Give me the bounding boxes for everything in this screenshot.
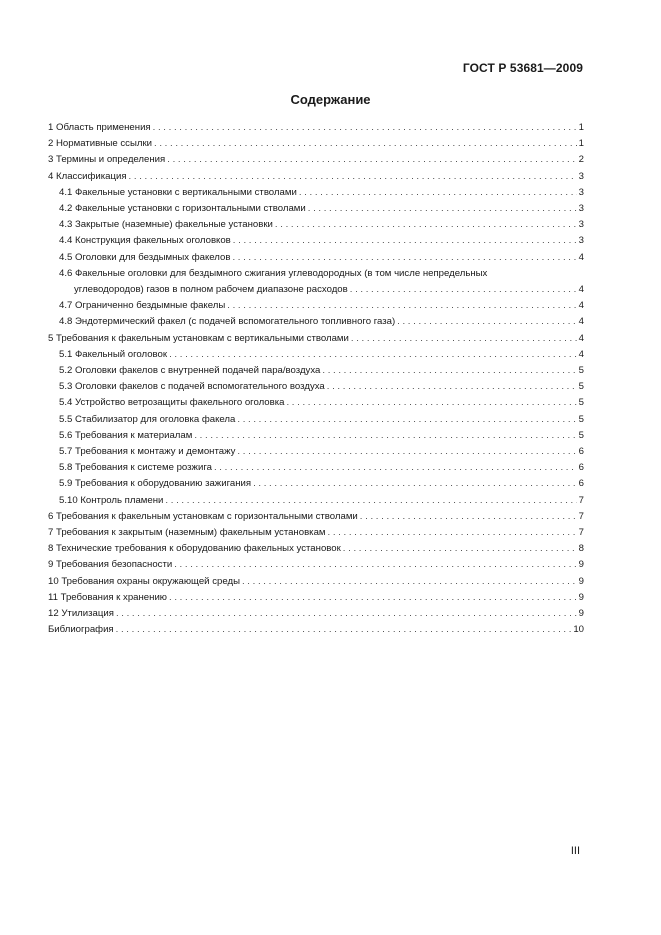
toc-entry-page: 4 (578, 316, 584, 328)
toc-entry[interactable] (48, 201, 584, 217)
toc-entry[interactable] (48, 622, 584, 638)
toc-entry-page: 4 (578, 284, 584, 296)
toc-entry-page: 2 (578, 154, 584, 166)
toc-entry-page: 7 (578, 494, 584, 506)
toc-entry[interactable] (48, 363, 584, 379)
dot-leader (227, 298, 576, 314)
dot-leader (253, 476, 577, 492)
toc-entry[interactable] (48, 476, 584, 492)
toc-entry[interactable] (48, 298, 584, 314)
toc-entry-label-continued: углеводородов) газов в полном рабочем диапазоне расходов (74, 284, 348, 296)
toc-entry-page: 6 (578, 446, 584, 458)
toc-entry[interactable] (48, 233, 584, 249)
toc-entry[interactable] (48, 460, 584, 476)
toc-entry-label: 2 Нормативные ссылки (48, 138, 153, 150)
dot-leader (165, 493, 576, 509)
toc-entry-page: 5 (578, 381, 584, 393)
dot-leader (299, 185, 577, 201)
dot-leader (343, 541, 577, 557)
toc-entry-label: 4.5 Оголовки для бездымных факелов (59, 251, 231, 263)
dot-leader (194, 428, 576, 444)
toc-entry-label: 5 Требования к факельным установкам с вертикальными стволами (48, 332, 349, 344)
toc-entry-page: 3 (578, 203, 584, 215)
table-of-contents (48, 120, 584, 639)
dot-leader (327, 379, 577, 395)
toc-entry-page: 3 (578, 186, 584, 198)
toc-entry[interactable] (48, 169, 584, 185)
toc-entry[interactable] (48, 347, 584, 363)
toc-entry-page: 1 (578, 138, 584, 150)
toc-entry-page: 9 (578, 608, 584, 620)
toc-entry-page: 7 (578, 527, 584, 539)
toc-entry-label: 12 Утилизация (48, 608, 114, 620)
toc-entry[interactable] (48, 185, 584, 201)
toc-entry-label: 4.7 Ограниченно бездымные факелы (59, 300, 226, 312)
toc-entry-label: 4.4 Конструкция факельных оголовков (59, 235, 231, 247)
toc-entry-label: 4.2 Факельные установки с горизонтальными стволами (59, 203, 306, 215)
toc-entry[interactable] (48, 266, 584, 298)
toc-entry-page: 3 (578, 170, 584, 182)
toc-entry[interactable] (48, 379, 584, 395)
dot-leader (360, 509, 577, 525)
toc-entry[interactable] (48, 444, 584, 460)
dot-leader (214, 460, 577, 476)
toc-entry-page: 6 (578, 478, 584, 490)
toc-entry[interactable] (48, 541, 584, 557)
dot-leader (308, 201, 577, 217)
toc-entry-label: 4.6 Факельные оголовки для бездымного сжигания углеводородных (в том числе непредельных (59, 267, 488, 279)
toc-entry-label: 7 Требования к закрытым (наземным) факельным установкам (48, 527, 326, 539)
toc-entry-label: 6 Требования к факельным установкам с горизонтальными стволами (48, 510, 358, 522)
toc-entry[interactable] (48, 606, 584, 622)
toc-entry-page: 3 (578, 235, 584, 247)
dot-leader (322, 363, 576, 379)
toc-entry[interactable] (48, 250, 584, 266)
toc-entry-label: 9 Требования безопасности (48, 559, 173, 571)
toc-entry-page: 4 (578, 251, 584, 263)
toc-entry-label: 5.6 Требования к материалам (59, 429, 193, 441)
toc-entry-label: 5.7 Требования к монтажу и демонтажу (59, 446, 236, 458)
dot-leader (237, 412, 576, 428)
toc-entry-page: 4 (578, 300, 584, 312)
toc-entry-page: 9 (578, 575, 584, 587)
dot-leader (169, 590, 577, 606)
dot-leader (242, 574, 577, 590)
dot-leader (351, 331, 577, 347)
dot-leader (167, 152, 576, 168)
document-code: ГОСТ Р 53681—2009 (462, 61, 583, 75)
toc-entry-page: 7 (578, 510, 584, 522)
toc-entry-label: Библиография (48, 624, 114, 636)
toc-entry[interactable] (48, 557, 584, 573)
dot-leader (286, 395, 576, 411)
toc-entry-page: 5 (578, 397, 584, 409)
toc-entry-label: 4 Классификация (48, 170, 127, 182)
toc-entry-label: 3 Термины и определения (48, 154, 166, 166)
toc-entry-label: 5.9 Требования к оборудованию зажигания (59, 478, 252, 490)
toc-entry-label: 5.8 Требования к системе розжига (59, 462, 212, 474)
dot-leader (233, 233, 577, 249)
dot-leader (237, 444, 576, 460)
toc-entry[interactable] (48, 574, 584, 590)
dot-leader (232, 250, 576, 266)
toc-entry-page: 5 (578, 429, 584, 441)
toc-entry[interactable] (48, 428, 584, 444)
toc-entry-label: 10 Требования охраны окружающей среды (48, 575, 240, 587)
dot-leader (116, 606, 577, 622)
dot-leader (328, 525, 577, 541)
dot-leader (129, 169, 577, 185)
toc-entry[interactable] (48, 395, 584, 411)
dot-leader (153, 120, 577, 136)
toc-entry-page: 5 (578, 413, 584, 425)
toc-entry-page: 1 (578, 122, 584, 133)
toc-entry-label: 5.4 Устройство ветрозащиты факельного оголовка (59, 397, 285, 409)
toc-entry-page: 10 (573, 624, 584, 636)
toc-entry-label: 5.10 Контроль пламени (59, 494, 164, 506)
toc-entry[interactable] (48, 590, 584, 606)
toc-entry[interactable] (48, 412, 584, 428)
toc-entry-label: 5.5 Стабилизатор для оголовка факела (59, 413, 236, 425)
toc-entry[interactable] (48, 493, 584, 509)
dot-leader (116, 622, 572, 638)
toc-entry[interactable] (48, 525, 584, 541)
dot-leader (275, 217, 577, 233)
dot-leader (174, 557, 576, 573)
toc-entry[interactable] (48, 120, 584, 136)
toc-entry-label: 4.8 Эндотермический факел (с подачей вспомогательного топливного газа) (59, 316, 396, 328)
toc-entry[interactable] (48, 314, 584, 330)
toc-entry[interactable] (48, 331, 584, 347)
toc-entry-label: 8 Технические требования к оборудованию факельных установок (48, 543, 341, 555)
dot-leader (154, 136, 577, 152)
toc-entry-page: 4 (578, 348, 584, 360)
toc-entry[interactable] (48, 152, 584, 168)
toc-entry-label: 5.3 Оголовки факелов с подачей вспомогательного воздуха (59, 381, 325, 393)
toc-entry-page: 3 (578, 219, 584, 231)
toc-entry[interactable] (48, 509, 584, 525)
toc-entry-page: 9 (578, 591, 584, 603)
toc-entry[interactable] (48, 217, 584, 233)
dot-leader (397, 314, 577, 330)
toc-entry-page: 8 (578, 543, 584, 555)
toc-entry-page: 5 (578, 365, 584, 377)
dot-leader (350, 282, 577, 298)
toc-entry-page: 4 (578, 332, 584, 344)
toc-entry-label: 11 Требования к хранению (48, 591, 167, 603)
toc-entry[interactable] (48, 136, 584, 152)
toc-entry-label: 5.1 Факельный оголовок (59, 348, 168, 360)
toc-entry-page: 6 (578, 462, 584, 474)
toc-title: Содержание (290, 92, 371, 107)
toc-entry-label: 4.1 Факельные установки с вертикальными стволами (59, 186, 297, 198)
dot-leader (169, 347, 577, 363)
page-number: III (570, 845, 580, 857)
toc-entry-label: 1 Область применения (48, 122, 151, 133)
toc-entry-page: 9 (578, 559, 584, 571)
toc-entry-label: 4.3 Закрытые (наземные) факельные установки (59, 219, 273, 231)
toc-entry-label: 5.2 Оголовки факелов с внутренней подачей пара/воздуха (59, 365, 321, 377)
